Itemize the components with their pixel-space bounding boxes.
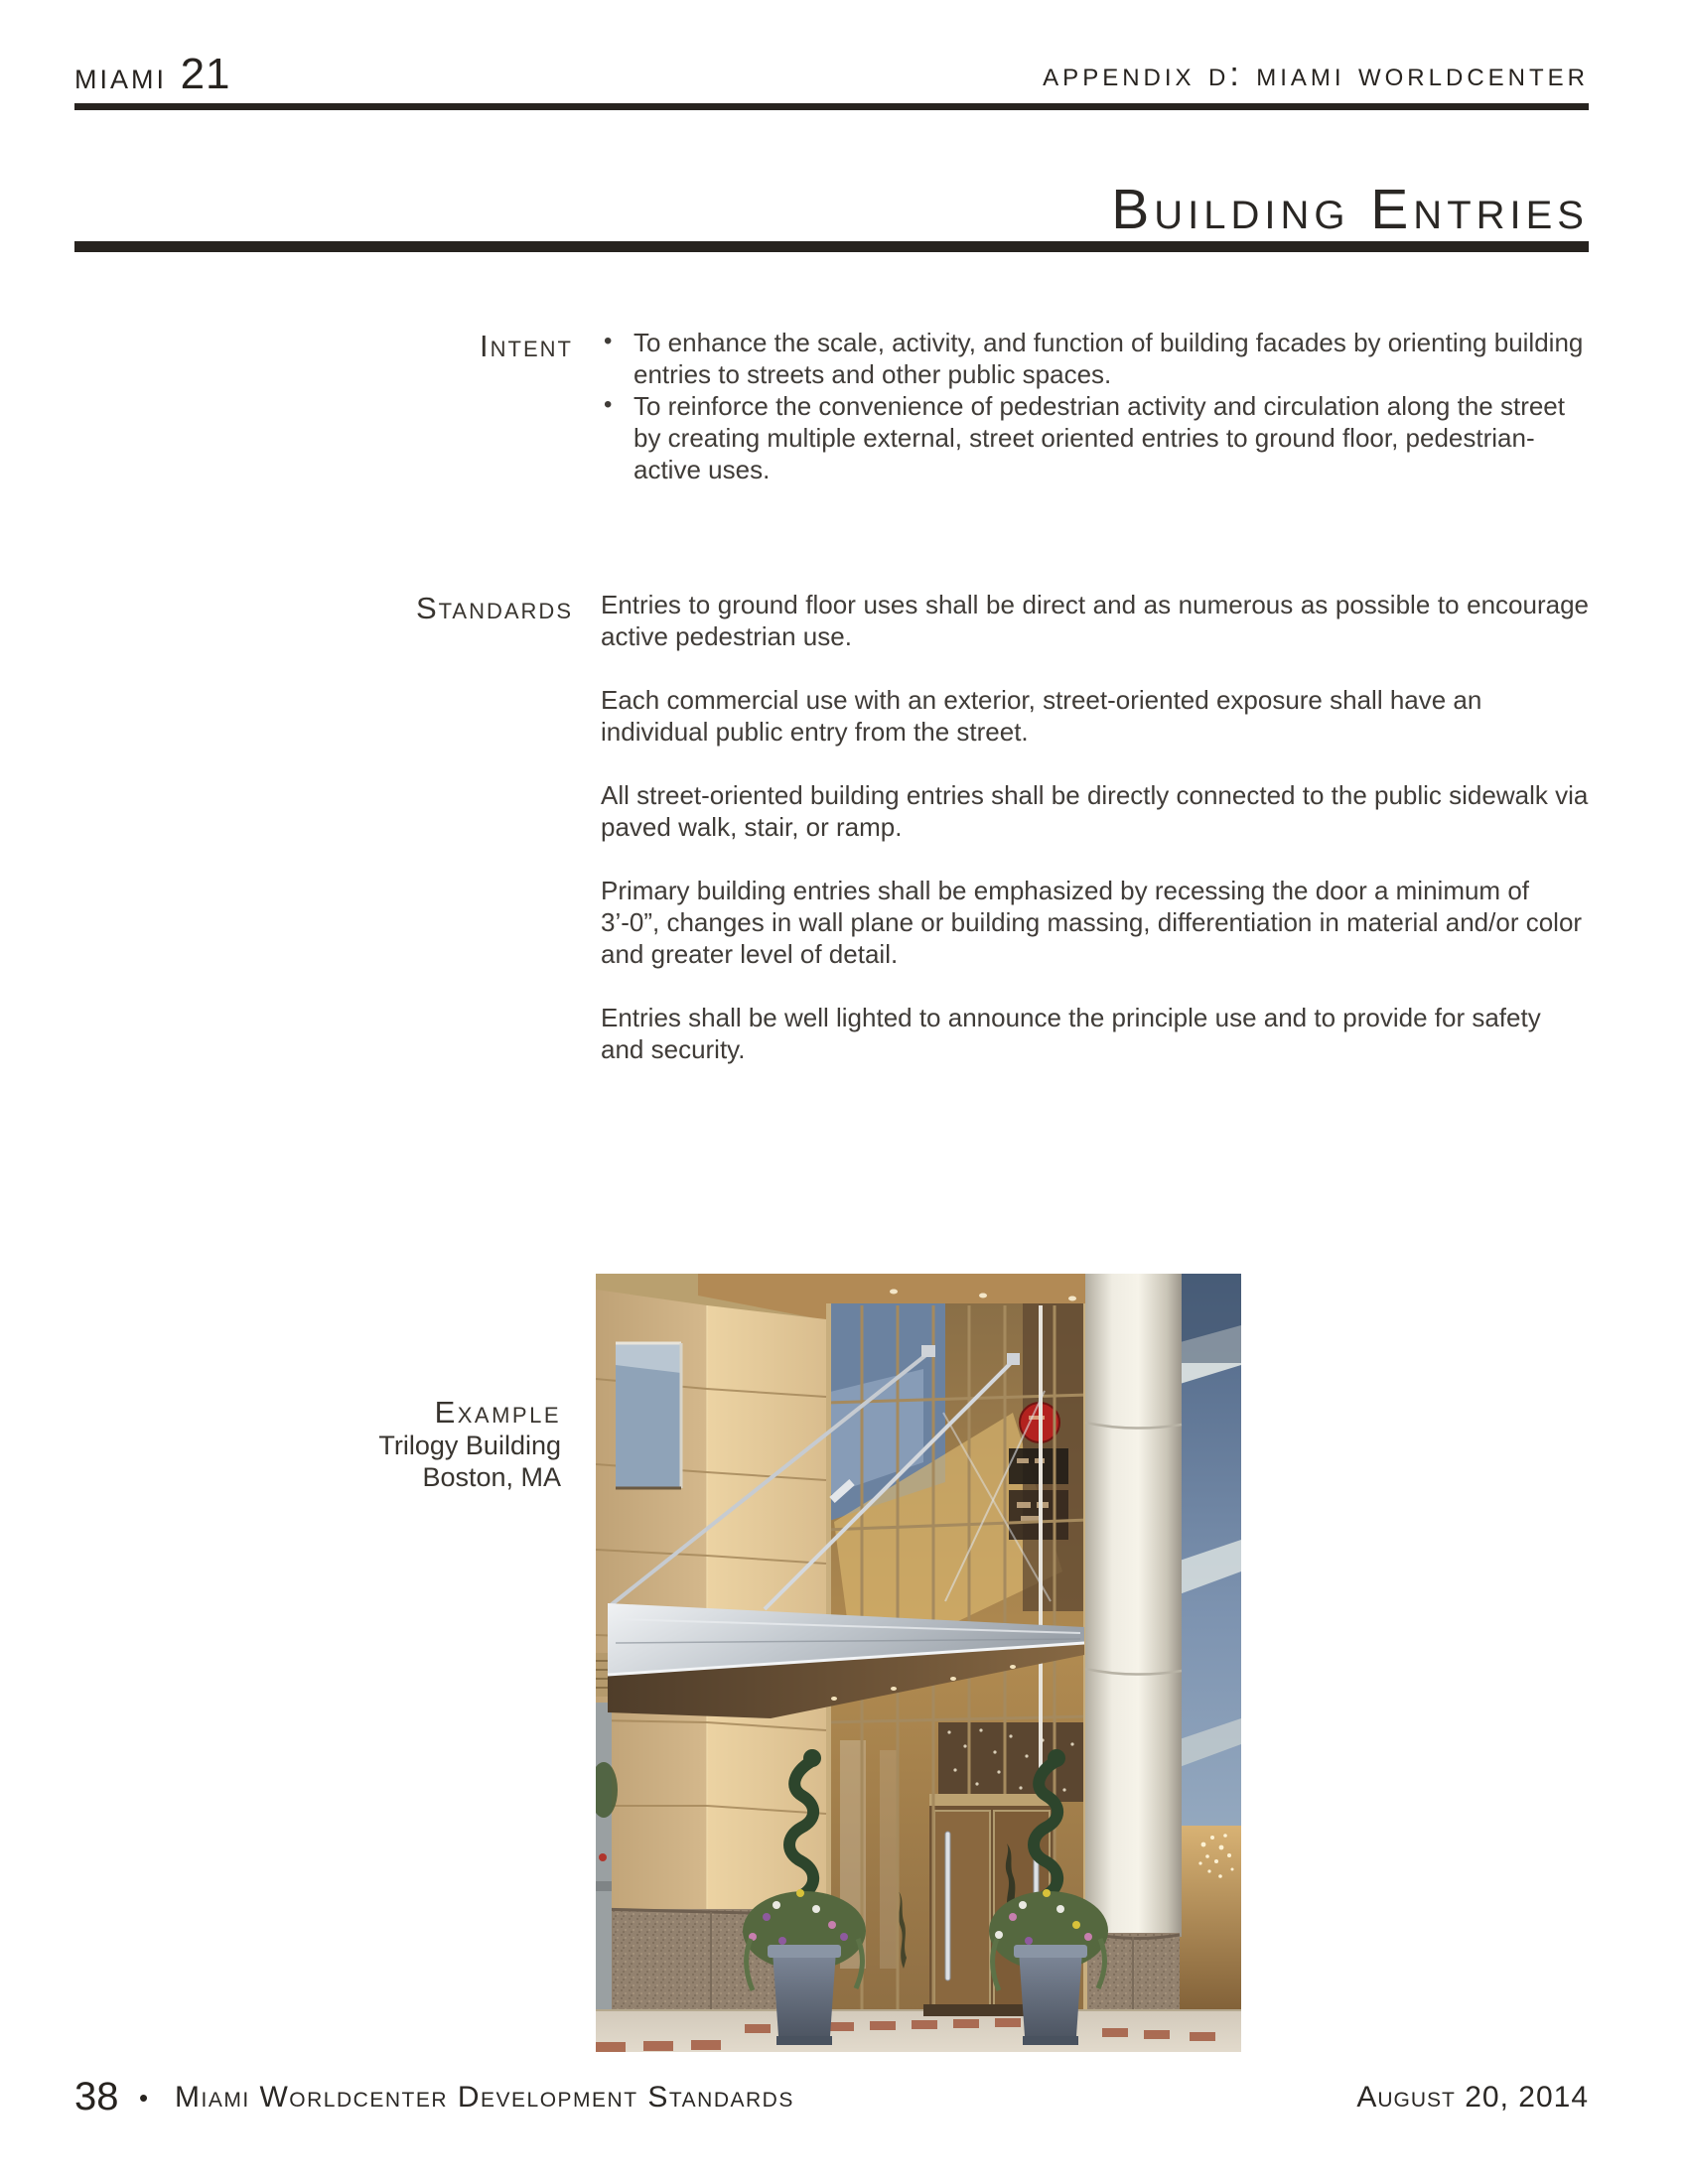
- standards-paragraph: Primary building entries shall be emphasized by recessing the door a minimum of 3’-0”, changes in wall plane or building massing, differentiation in material and/or color and greater level of detail.: [601, 876, 1583, 969]
- intent-label: Intent: [480, 329, 573, 363]
- footer-page-number: 38: [74, 2075, 119, 2118]
- standards-paragraph: Each commercial use with an exterior, street-oriented exposure shall have an individual public entry from the street.: [601, 685, 1482, 747]
- intent-bullet-text: To enhance the scale, activity, and function of building facades by orienting building entries to streets and other public spaces.: [633, 328, 1584, 389]
- title-rule: [74, 241, 1589, 252]
- photo-sidewalk: [596, 2004, 1241, 2052]
- page-title: Building Entries: [1111, 178, 1589, 241]
- example-label: Example: [434, 1395, 561, 1430]
- footer-separator-dot: •: [139, 2083, 149, 2113]
- pier-window: [616, 1343, 681, 1488]
- standards-label: Standards: [415, 591, 573, 625]
- example-location: Boston, MA: [422, 1462, 561, 1492]
- header-rule: [74, 103, 1589, 110]
- standards-paragraph: All street-oriented building entries shall be directly connected to the public sidewalk via paved walk, stair, or ramp.: [601, 780, 1589, 842]
- bullet-glyph: •: [604, 328, 613, 354]
- intent-bullet-list: [601, 327, 1589, 485]
- bullet-glyph: •: [604, 391, 613, 418]
- standards-body: [601, 589, 1589, 1065]
- photo-sky-reflection: [1177, 1274, 1241, 2028]
- header-brand-name: miami: [74, 56, 181, 97]
- intent-bullet-item: [601, 327, 1589, 390]
- header-brand: [74, 50, 231, 99]
- header-brand-number: 21: [180, 50, 231, 98]
- example-photo: [596, 1274, 1241, 2052]
- example-building-name: Trilogy Building: [378, 1431, 561, 1460]
- footer-doc-title: Miami Worldcenter Development Standards: [175, 2081, 794, 2114]
- intent-bullet-text: To reinforce the convenience of pedestrian activity and circulation along the street by creating multiple external, street oriented entries to ground floor, pedestrian-active uses.: [633, 391, 1565, 484]
- intent-body: [601, 327, 1589, 485]
- footer-date: August 20, 2014: [1356, 2081, 1589, 2114]
- example-caption: [74, 1396, 561, 1493]
- standards-paragraph: Entries shall be well lighted to announce the principle use and to provide for safety and security.: [601, 1003, 1541, 1064]
- standards-paragraph: Entries to ground floor uses shall be direct and as numerous as possible to encourage active pedestrian use.: [601, 590, 1589, 651]
- header-appendix: appendix d: miami worldcenter: [1043, 56, 1589, 93]
- intent-bullet-item: [601, 390, 1589, 485]
